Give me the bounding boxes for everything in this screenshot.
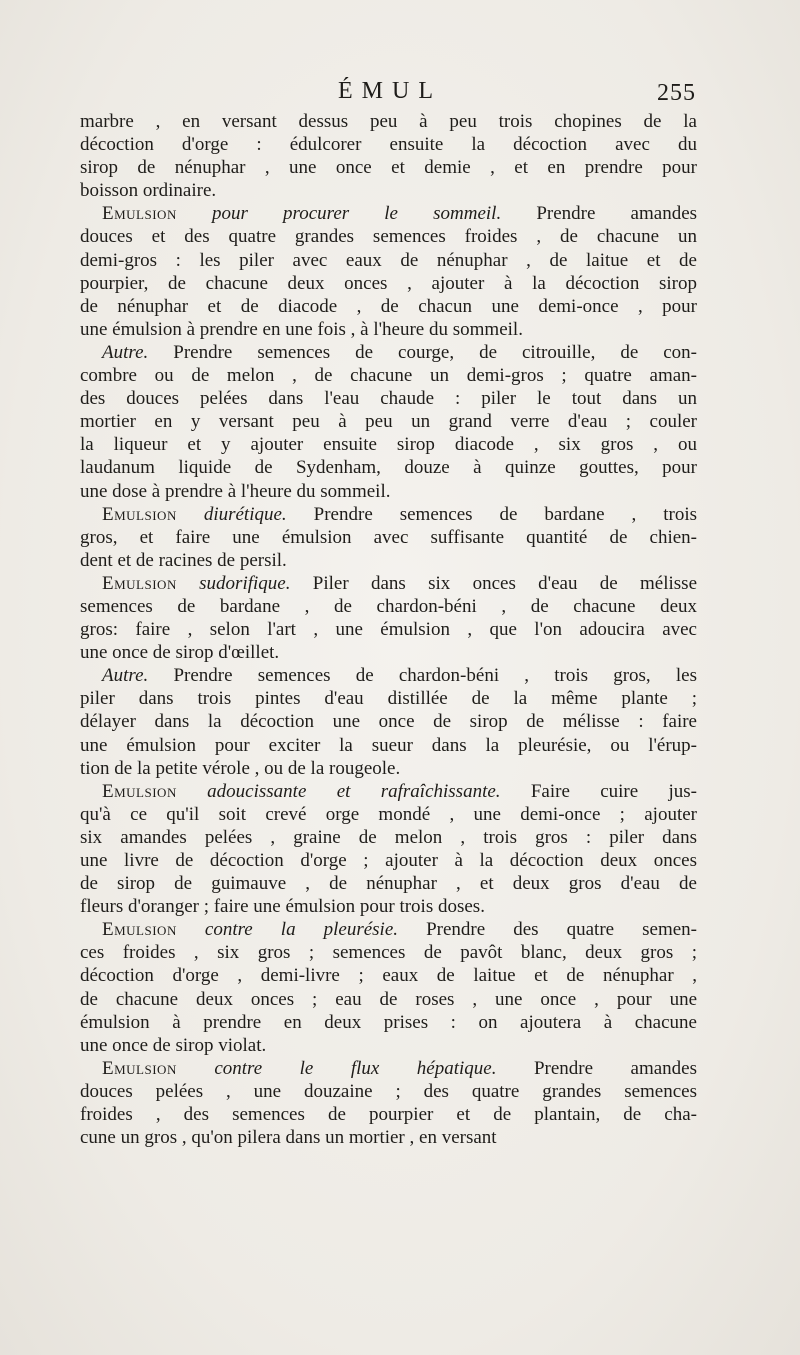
- text-run: douces et des quatre grandes semences froides , de chacune un: [80, 226, 697, 248]
- text-line: [80, 272, 697, 295]
- text-line: [80, 618, 697, 641]
- text-run: boisson ordinaire.: [80, 180, 217, 202]
- text-line: [80, 710, 697, 733]
- text-run: la liqueur et y ajouter ensuite sirop diacode , six gros , ou: [80, 434, 697, 456]
- paragraph: [80, 1057, 697, 1149]
- text-run: Prendre des quatre semen-: [398, 919, 697, 941]
- entry-heading: Emulsion: [102, 1057, 177, 1079]
- entry-subtitle: adoucissante et rafraîchissante.: [207, 780, 501, 802]
- text-line: [80, 179, 697, 202]
- entry-heading: Emulsion: [102, 919, 177, 941]
- text-run: une émulsion pour exciter la sueur dans la pleurésie, ou l'érup-: [80, 734, 697, 756]
- text-run: gros, et faire une émulsion avec suffisante quantité de chien-: [80, 526, 697, 548]
- text-run: pourpier, de chacune deux onces , ajouter à la décoction sirop: [80, 272, 697, 294]
- entry-subtitle: diurétique.: [203, 503, 287, 525]
- text-line: [80, 988, 697, 1011]
- text-line: [80, 1034, 697, 1057]
- text-line: [80, 410, 697, 433]
- text-run: Prendre semences de courge, de citrouille, de con-: [148, 341, 697, 363]
- paragraph: [80, 110, 697, 202]
- text-run: gros: faire , selon l'art , une émulsion , que l'on adoucira avec: [80, 619, 697, 641]
- text-run: décoction d'orge : édulcorer ensuite la décoction avec du: [80, 134, 697, 156]
- text-run: sirop de nénuphar , une once et demie , et en prendre pour: [80, 157, 697, 179]
- text-run: froides , des semences de pourpier et de plantain, de cha-: [80, 1104, 697, 1126]
- text-line: [80, 341, 697, 364]
- running-head: [80, 78, 700, 112]
- text-line: [80, 503, 697, 526]
- text-run: demi-gros : les piler avec eaux de nénuphar , de laitue et de: [80, 249, 697, 271]
- text-line: [80, 895, 697, 918]
- text-run: fleurs d'oranger ; faire une émulsion pour trois doses.: [80, 896, 485, 918]
- text-run: piler dans trois pintes d'eau distillée de la même plante ;: [80, 688, 697, 710]
- text-run: des douces pelées dans l'eau chaude : piler le tout dans un: [80, 388, 697, 410]
- entry-subtitle: Autre.: [102, 665, 149, 687]
- text-run: [177, 1058, 214, 1079]
- text-run: six amandes pelées , graine de melon , trois gros : piler dans: [80, 826, 697, 848]
- text-line: [80, 387, 697, 410]
- text-line: [80, 156, 697, 179]
- text-line: [80, 918, 697, 941]
- text-line: [80, 249, 697, 272]
- running-head-title: ÉMUL: [338, 78, 442, 104]
- text-line: [80, 364, 697, 387]
- paragraph: [80, 503, 697, 572]
- text-run: de nénuphar et de diacode , de chacun une demi-once , pour: [80, 295, 697, 317]
- text-run: semences de bardane , de chardon-béni , de chacune deux: [80, 595, 697, 617]
- text-run: douces pelées , une douzaine ; des quatre grandes semences: [80, 1080, 697, 1102]
- text-line: [80, 1103, 697, 1126]
- paragraph: [80, 664, 697, 779]
- entry-subtitle: Autre.: [102, 341, 149, 363]
- text-line: [80, 456, 697, 479]
- paragraph: [80, 572, 697, 664]
- paragraph: [80, 918, 697, 1057]
- text-line: [80, 526, 697, 549]
- text-line: [80, 480, 697, 503]
- text-run: émulsion à prendre en deux prises : on ajoutera à chacune: [80, 1011, 697, 1033]
- text-line: [80, 318, 697, 341]
- page-number: 255: [657, 80, 696, 106]
- text-line: [80, 826, 697, 849]
- text-line: [80, 757, 697, 780]
- text-run: Prendre amandes: [501, 203, 697, 225]
- text-line: [80, 780, 697, 803]
- paragraph: [80, 341, 697, 503]
- text-run: décoction d'orge , demi-livre ; eaux de laitue et de nénuphar ,: [80, 965, 697, 987]
- text-line: [80, 595, 697, 618]
- text-run: une once de sirop d'œillet.: [80, 642, 280, 664]
- text-run: [177, 781, 207, 802]
- text-line: [80, 1011, 697, 1034]
- text-run: marbre , en versant dessus peu à peu trois chopines de la: [80, 111, 697, 132]
- text-run: Prendre amandes: [496, 1057, 697, 1079]
- text-run: tion de la petite vérole , ou de la rougeole.: [80, 757, 401, 779]
- entry-subtitle: contre le flux hépatique.: [214, 1057, 497, 1079]
- text-run: qu'à ce qu'il soit crevé orge mondé , une demi-once ; ajouter: [80, 803, 697, 825]
- text-run: une émulsion à prendre en une fois , à l'heure du sommeil.: [80, 318, 523, 340]
- text-line: [80, 110, 697, 133]
- entry-subtitle: sudorifique.: [199, 572, 291, 594]
- text-line: [80, 641, 697, 664]
- text-run: cune un gros , qu'on pilera dans un mortier , en versant: [80, 1127, 497, 1149]
- text-run: de sirop de guimauve , de nénuphar , et deux gros d'eau de: [80, 873, 697, 895]
- text-line: [80, 734, 697, 757]
- text-line: [80, 202, 697, 225]
- text-line: [80, 872, 697, 895]
- text-line: [80, 941, 697, 964]
- text-run: mortier en y versant peu à peu un grand verre d'eau ; couler: [80, 411, 697, 433]
- text-run: une once de sirop violat.: [80, 1034, 267, 1056]
- entry-heading: Emulsion: [102, 203, 177, 225]
- text-line: [80, 133, 697, 156]
- text-run: délayer dans la décoction une once de sirop de mélisse : faire: [80, 711, 697, 733]
- text-run: [177, 919, 205, 940]
- entry-heading: Emulsion: [102, 572, 177, 594]
- text-line: [80, 1057, 697, 1080]
- text-run: une dose à prendre à l'heure du sommeil.: [80, 480, 391, 502]
- text-run: une livre de décoction d'orge ; ajouter à la décoction deux onces: [80, 850, 697, 871]
- text-line: [80, 295, 697, 318]
- text-run: combre ou de melon , de chacune un demi-gros ; quatre aman-: [80, 365, 697, 387]
- paragraph: [80, 780, 697, 919]
- text-run: [177, 573, 199, 594]
- text-line: [80, 549, 697, 572]
- text-line: [80, 1080, 697, 1103]
- text-run: dent et de racines de persil.: [80, 549, 287, 571]
- text-line: [80, 1126, 697, 1149]
- text-run: Prendre semences de bardane , trois: [286, 503, 697, 525]
- entry-subtitle: contre la pleurésie.: [204, 919, 399, 941]
- entry-heading: Emulsion: [102, 503, 177, 525]
- text-run: de chacune deux onces ; eau de roses , une once , pour une: [80, 988, 697, 1010]
- paragraph: [80, 202, 697, 341]
- text-run: ces froides , six gros ; semences de pavôt blanc, deux gros ;: [80, 942, 697, 964]
- text-run: Prendre semences de chardon-béni , trois gros, les: [148, 665, 697, 687]
- text-run: [177, 504, 204, 525]
- text-line: [80, 803, 697, 826]
- text-line: [80, 572, 697, 595]
- text-line: [80, 849, 697, 872]
- text-line: [80, 964, 697, 987]
- entry-heading: Emulsion: [102, 780, 177, 802]
- text-line: [80, 433, 697, 456]
- text-line: [80, 664, 697, 687]
- text-line: [80, 687, 697, 710]
- entry-subtitle: pour procurer le sommeil.: [211, 203, 502, 225]
- text-run: Piler dans six onces d'eau de mélisse: [290, 572, 697, 594]
- text-run: Faire cuire jus-: [500, 780, 697, 802]
- text-run: laudanum liquide de Sydenham, douze à quinze gouttes, pour: [80, 457, 697, 479]
- text-run: [177, 203, 212, 224]
- body-text: [80, 110, 697, 1149]
- text-line: [80, 225, 697, 248]
